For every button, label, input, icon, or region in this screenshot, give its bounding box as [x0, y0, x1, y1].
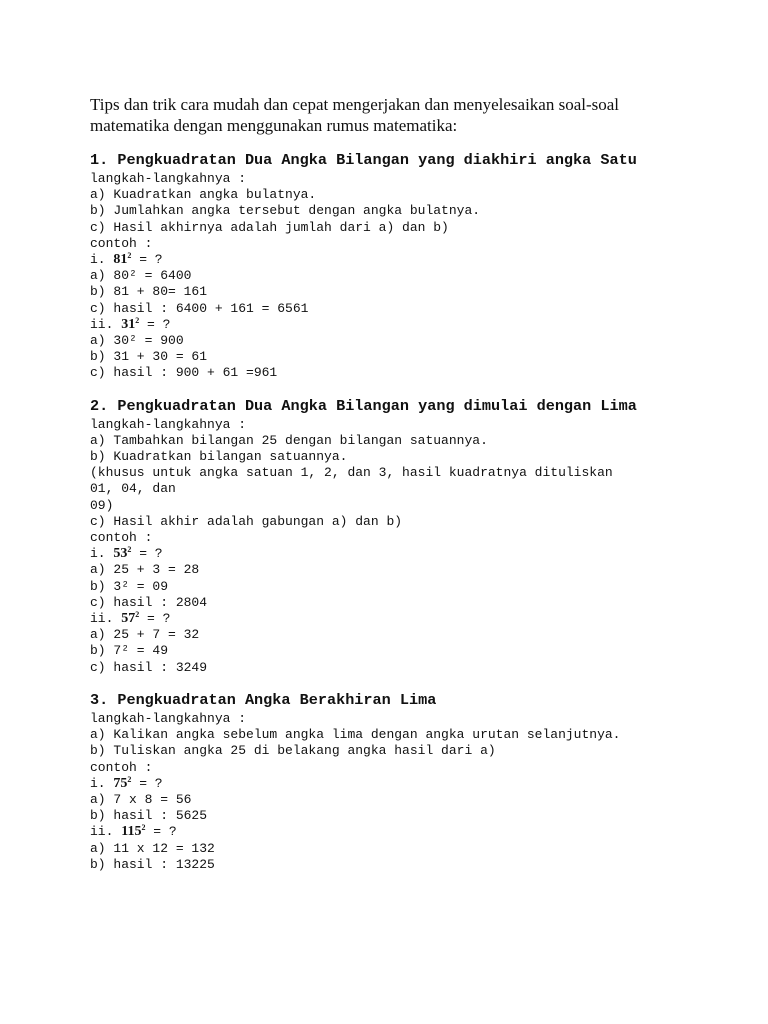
example-exponent: 2 [127, 545, 132, 555]
text-line: contoh : [90, 235, 153, 251]
text-line: a) 25 + 3 = 28 [90, 562, 200, 578]
example-exponent: 2 [135, 610, 140, 620]
text-line: b) 3² = 09 [90, 578, 169, 594]
text-line: 01, 04, dan [90, 481, 176, 497]
text-line: c) hasil : 3249 [90, 659, 208, 675]
text-line: a) Kuadratkan angka bulatnya. [90, 187, 317, 203]
example-base [121, 611, 139, 626]
example-question: = ? [131, 775, 163, 791]
example-base [113, 546, 131, 561]
section-title: 3. Pengkuadratan Angka Berakhiran Lima [90, 690, 437, 709]
text-line: (khusus untuk angka satuan 1, 2, dan 3, hasil kuadratnya dituliskan [90, 465, 613, 481]
text-line: b) Tuliskan angka 25 di belakang angka hasil dari a) [90, 743, 496, 759]
text-line: b) 31 + 30 = 61 [90, 349, 208, 365]
text-line: c) Hasil akhir adalah gabungan a) dan b) [90, 513, 403, 529]
example-heading [90, 824, 690, 840]
example-base [113, 252, 131, 267]
text-line: c) hasil : 6400 + 161 = 6561 [90, 300, 309, 316]
example-number: i. [90, 252, 114, 268]
example-heading [90, 252, 690, 268]
section-title: 1. Pengkuadratan Dua Angka Bilangan yang diakhiri angka Satu [90, 151, 637, 169]
example-heading [90, 776, 690, 792]
example-heading [90, 317, 690, 333]
text-line: a) Kalikan angka sebelum angka lima dengan angka urutan selanjutnya. [90, 727, 621, 743]
example-base-value: 75 [113, 775, 128, 791]
text-line: b) hasil : 5625 [90, 808, 208, 824]
example-number: ii. [90, 824, 122, 840]
text-line: b) hasil : 13225 [90, 856, 215, 872]
section-2 [90, 396, 690, 676]
text-line: langkah-langkahnya : [90, 171, 247, 186]
example-exponent: 2 [127, 774, 132, 784]
example-base-value: 53 [113, 546, 128, 562]
intro-paragraph: Tips dan trik cara mudah dan cepat mengerjakan dan menyelesaikan soal-soal matematika dengan menggunakan rumus matematika: [90, 95, 620, 135]
example-base-value: 81 [113, 252, 128, 268]
example-number: ii. [90, 611, 122, 627]
document-page [90, 94, 690, 887]
text-line: a) 7 x 8 = 56 [90, 791, 192, 807]
example-number: i. [90, 775, 114, 791]
example-exponent: 2 [127, 251, 132, 261]
example-heading [90, 611, 690, 627]
text-line: c) hasil : 900 + 61 =961 [90, 365, 278, 381]
text-line: c) hasil : 2804 [90, 594, 208, 610]
example-question: = ? [139, 611, 171, 627]
text-line: langkah-langkahnya : [90, 416, 247, 432]
example-base-value: 31 [121, 316, 136, 332]
section-3 [90, 690, 690, 873]
text-line: contoh : [90, 530, 153, 546]
example-base [113, 776, 131, 791]
example-base-value: 115 [121, 824, 142, 840]
example-base [121, 317, 139, 332]
text-line: contoh : [90, 759, 153, 775]
example-number: ii. [90, 316, 122, 332]
text-line: a) Tambahkan bilangan 25 dengan bilangan satuannya. [90, 432, 488, 448]
example-base [121, 824, 145, 839]
text-line: a) 80² = 6400 [90, 268, 192, 284]
example-number: i. [90, 546, 114, 562]
text-line: a) 30² = 900 [90, 333, 184, 349]
text-line: 09) [90, 497, 114, 513]
text-line: langkah-langkahnya : [90, 710, 247, 726]
section-title: 2. Pengkuadratan Dua Angka Bilangan yang dimulai dengan Lima [90, 396, 637, 415]
example-exponent: 2 [141, 823, 146, 833]
example-question: = ? [145, 824, 177, 840]
example-question: = ? [131, 252, 163, 268]
example-heading [90, 546, 690, 562]
text-line: b) Kuadratkan bilangan satuannya. [90, 449, 348, 465]
example-question: = ? [139, 316, 171, 332]
example-exponent: 2 [135, 315, 140, 325]
text-line: b) Jumlahkan angka tersebut dengan angka bulatnya. [90, 203, 481, 219]
text-line: c) Hasil akhirnya adalah jumlah dari a) dan b) [90, 219, 449, 235]
text-line: a) 11 x 12 = 132 [90, 840, 215, 856]
sections-container [90, 150, 690, 873]
text-line: b) 81 + 80= 161 [90, 284, 208, 300]
example-question: = ? [131, 546, 163, 562]
text-line: b) 7² = 49 [90, 643, 169, 659]
section-1 [90, 150, 690, 382]
example-base-value: 57 [121, 611, 136, 627]
text-line: a) 25 + 7 = 32 [90, 627, 200, 643]
